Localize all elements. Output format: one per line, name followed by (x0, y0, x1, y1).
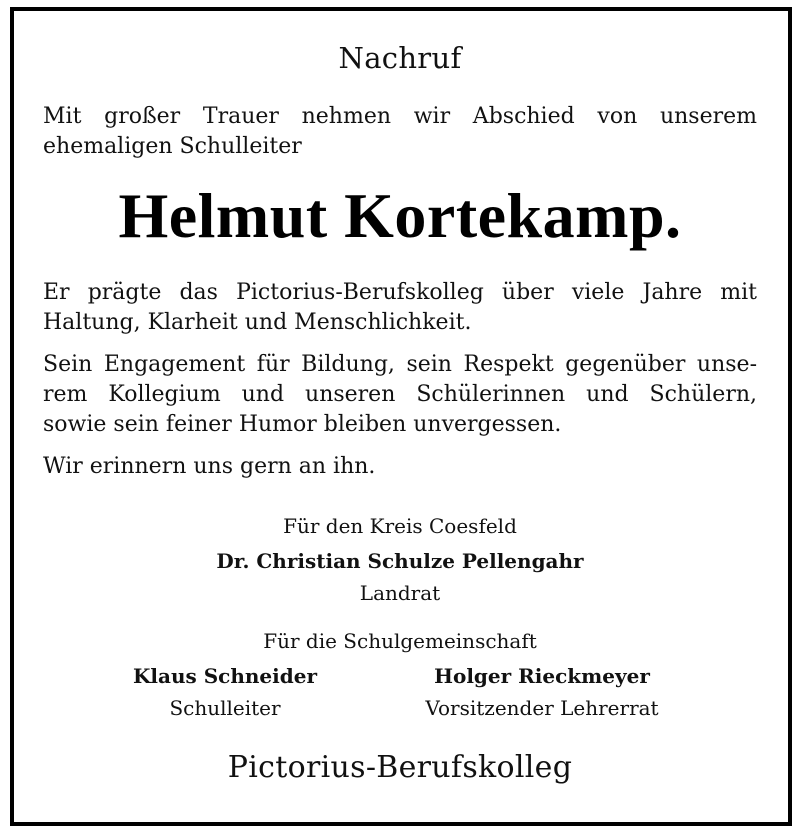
tribute-paragraph-1 (43, 278, 757, 338)
school-right-signatory-role: Vorsitzender Lehrerrat (425, 696, 659, 720)
tribute-1-line-1: Er prägte das Pictorius-Berufskolleg über viele Jahre mit (43, 280, 757, 305)
notice-title: Nachruf (338, 41, 462, 75)
tribute-3-line-1: Wir erinnern uns gern an ihn. (43, 454, 376, 479)
district-signatory-role: Landrat (359, 581, 441, 605)
tribute-2-line-3: sowie sein feiner Humor bleiben unvergessen. (43, 412, 562, 437)
deceased-name: Helmut Kortekamp. (118, 180, 682, 251)
school-right-signatory-name: Holger Rieckmeyer (434, 664, 650, 688)
school-on-behalf: Für die Schulgemeinschaft (263, 629, 537, 653)
tribute-paragraph-3 (43, 452, 757, 482)
tribute-2-line-1: Sein Engagement für Bildung, sein Respekt gegenüber unse- (43, 352, 757, 377)
school-left-signatory-role: Schulleiter (169, 696, 281, 720)
district-on-behalf: Für den Kreis Coesfeld (283, 514, 517, 538)
intro-paragraph (43, 102, 757, 162)
tribute-2-line-2: rem Kollegium und unseren Schülerinnen und Schülern, (43, 382, 757, 407)
district-signatory-name: Dr. Christian Schulze Pellengahr (216, 549, 584, 573)
tribute-1-line-2: Haltung, Klarheit und Menschlichkeit. (43, 310, 472, 335)
intro-line-1: Mit großer Trauer nehmen wir Abschied von unserem (43, 104, 757, 129)
footer-institution: Pictorius-Berufskolleg (227, 750, 573, 785)
school-left-signatory-name: Klaus Schneider (133, 664, 317, 688)
tribute-paragraph-2 (43, 350, 757, 440)
intro-line-2: ehemaligen Schulleiter (43, 134, 302, 159)
